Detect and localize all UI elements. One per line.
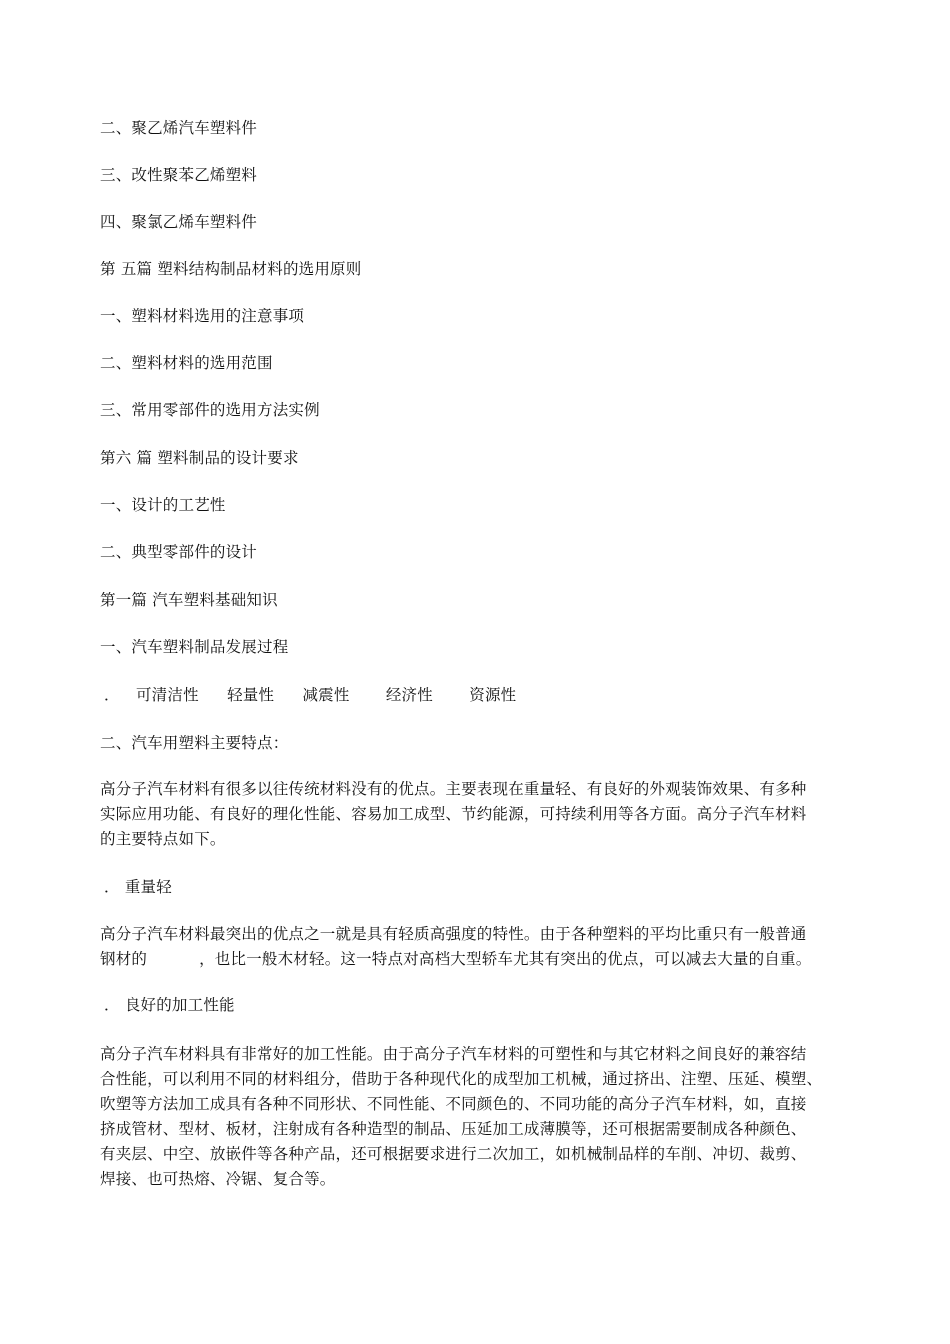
toc-line: 一、塑料材料选用的注意事项 — [100, 307, 305, 325]
paragraph-line: 吹塑等方法加工成具有各种不同形状、不同性能、不同颜色的、不同功能的高分子汽车材料，如，直接 — [100, 1095, 807, 1113]
point-heading: ． 良好的加工性能 — [104, 996, 235, 1014]
toc-line: 二、典型零部件的设计 — [100, 543, 258, 561]
paragraph-line: 高分子汽车材料具有非常好的加工性能。由于高分子汽车材料的可塑性和与其它材料之间良好的兼容结 — [100, 1045, 807, 1063]
part-title: 第一篇 汽车塑料基础知识 — [100, 591, 278, 609]
feature-item: 减震性 — [302, 686, 350, 704]
point2-paragraph — [100, 1042, 860, 1192]
paragraph-line: 合性能，可以利用不同的材料组分，借助于各种现代化的成型加工机械，通过挤出、注塑、压延、模塑、 — [100, 1070, 823, 1088]
toc-line: 三、改性聚苯乙烯塑料 — [100, 166, 258, 184]
paragraph-line: 高分子汽车材料最突出的优点之一就是具有轻质高强度的特性。由于各种塑料的平均比重只有一般普通 — [100, 925, 807, 943]
paragraph-line: 的主要特点如下。 — [100, 830, 226, 848]
list-bullet: ． — [104, 686, 120, 704]
paragraph-line: 有夹层、中空、放嵌件等各种产品，还可根据要求进行二次加工，如机械制品样的车削、冲切、裁剪、 — [100, 1145, 807, 1163]
point-heading: ． 重量轻 — [104, 878, 172, 896]
toc-line: 四、聚氯乙烯车塑料件 — [100, 213, 258, 231]
toc-part-title: 第 五篇 塑料结构制品材料的选用原则 — [100, 260, 362, 278]
feature-item: 资源性 — [469, 686, 517, 704]
toc-part-title: 第六 篇 塑料制品的设计要求 — [100, 449, 299, 467]
point1-paragraph — [100, 922, 860, 972]
section-heading: 一、汽车塑料制品发展过程 — [100, 638, 289, 656]
paragraph-line: 实际应用功能、有良好的理化性能、容易加工成型、节约能源，可持续利用等各方面。高分子汽车材料 — [100, 805, 807, 823]
paragraph-line: 挤成管材、型材、板材，注射成有各种造型的制品、压延加工成薄膜等，还可根据需要制成各种颜色、 — [100, 1120, 807, 1138]
intro-paragraph — [100, 777, 860, 852]
feature-item: 可清洁性 — [135, 686, 199, 704]
paragraph-line — [100, 947, 860, 972]
text-fragment: 钢材的 — [100, 950, 148, 968]
paragraph-line: 高分子汽车材料有很多以往传统材料没有的优点。主要表现在重量轻、有良好的外观装饰效果、有多种 — [100, 780, 807, 798]
text-fragment: ，也比一般木材轻。这一特点对高档大型轿车尤其有突出的优点，可以减去大量的自重。 — [199, 950, 812, 968]
feature-item: 经济性 — [385, 686, 433, 704]
paragraph-line: 焊接、也可热熔、冷锯、复合等。 — [100, 1170, 336, 1188]
toc-line: 一、设计的工艺性 — [100, 496, 226, 514]
toc-line: 二、塑料材料的选用范围 — [100, 354, 273, 372]
toc-line: 二、聚乙烯汽车塑料件 — [100, 119, 258, 137]
toc-line: 三、常用零部件的选用方法实例 — [100, 401, 320, 419]
feature-item: 轻量性 — [227, 686, 275, 704]
section-heading: 二、汽车用塑料主要特点： — [100, 734, 289, 752]
feature-list — [104, 684, 864, 706]
